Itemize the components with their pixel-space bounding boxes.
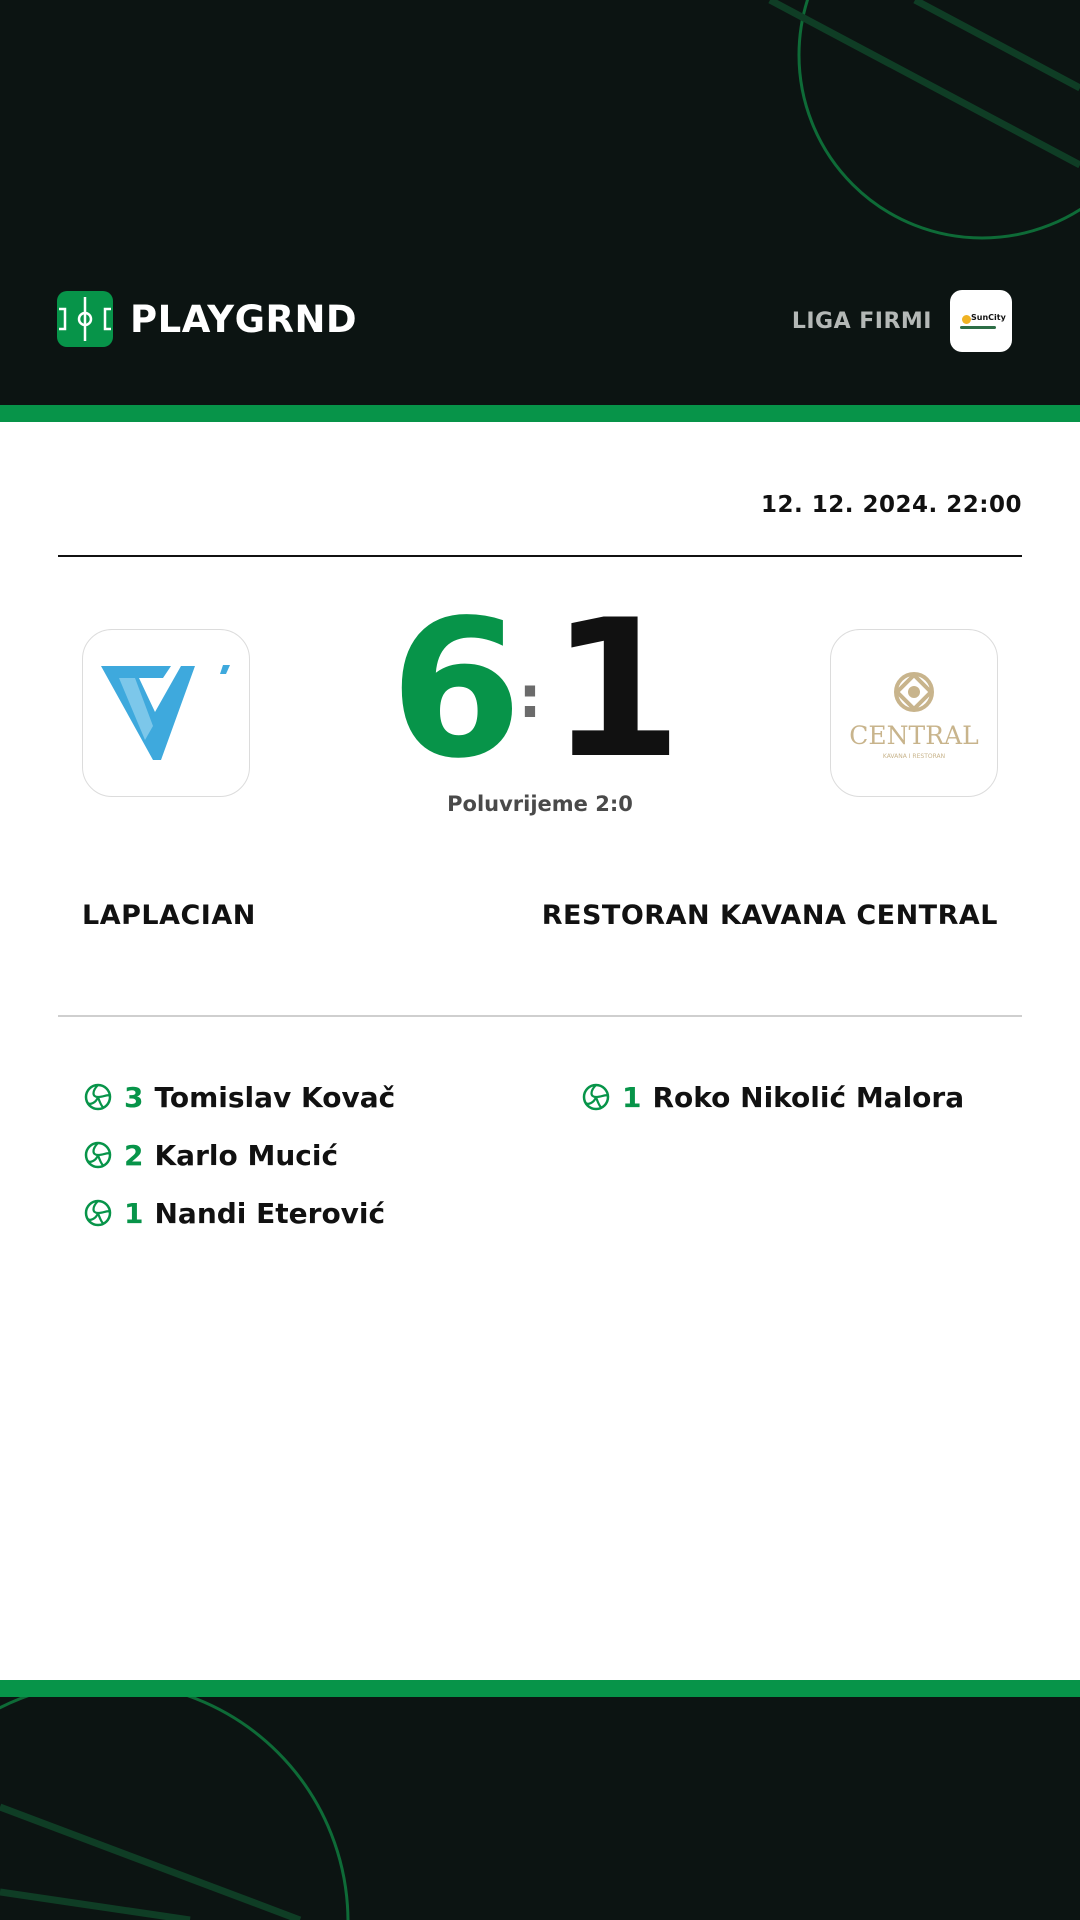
home-scorers-list: [84, 1068, 395, 1242]
scorer-item: [582, 1068, 964, 1126]
central-logo-text: CENTRAL: [849, 721, 979, 750]
pitch-lines-decoration: [0, 1697, 1080, 1920]
scorer-item: [84, 1184, 395, 1242]
brand-name: PLAYGRND: [130, 297, 358, 341]
home-team-logo: [82, 629, 250, 797]
ball-icon: [582, 1083, 610, 1111]
scoreboard: [390, 579, 690, 800]
home-team-name: LAPLACIAN: [82, 900, 256, 931]
sponsor-name: SunCity: [971, 313, 1006, 322]
pitch-icon: [57, 291, 113, 347]
accent-stripe-bottom: [0, 1680, 1080, 1697]
match-datetime: 12. 12. 2024. 22:00: [761, 492, 1022, 518]
scorer-item: [84, 1068, 395, 1126]
sun-icon: [962, 315, 971, 324]
home-score: 6: [390, 579, 523, 800]
ball-icon: [84, 1199, 112, 1227]
player-name: Tomislav Kovač: [154, 1080, 396, 1114]
ball-icon: [84, 1083, 112, 1111]
divider: [58, 555, 1022, 557]
goal-count: 3: [124, 1080, 144, 1114]
goal-count: 1: [622, 1080, 642, 1114]
score-separator: :: [518, 663, 542, 731]
central-logo-subtext: KAVANA I RESTORAN: [882, 753, 946, 760]
header-banner: [0, 0, 1080, 405]
wave-icon: [960, 326, 996, 329]
player-name: Karlo Mucić: [154, 1138, 339, 1172]
divider: [58, 1015, 1022, 1017]
league-name: LIGA FIRMI: [791, 308, 932, 334]
away-team-name: RESTORAN KAVANA CENTRAL: [541, 900, 998, 931]
footer-banner: [0, 1697, 1080, 1920]
league-info: [792, 290, 1012, 352]
scorer-item: [84, 1126, 395, 1184]
goal-count: 2: [124, 1138, 144, 1172]
player-name: Roko Nikolić Malora: [652, 1080, 965, 1114]
halftime-score: Poluvrijeme 2:0: [447, 792, 633, 816]
away-team-logo: [830, 629, 998, 797]
ball-icon: [84, 1141, 112, 1169]
player-name: Nandi Eterović: [154, 1196, 386, 1230]
away-score: 1: [550, 579, 683, 800]
away-scorers-list: [582, 1068, 964, 1126]
brand-logo: [57, 291, 357, 347]
accent-stripe-top: [0, 405, 1080, 422]
goal-count: 1: [124, 1196, 144, 1230]
sponsor-logo: [950, 290, 1012, 352]
